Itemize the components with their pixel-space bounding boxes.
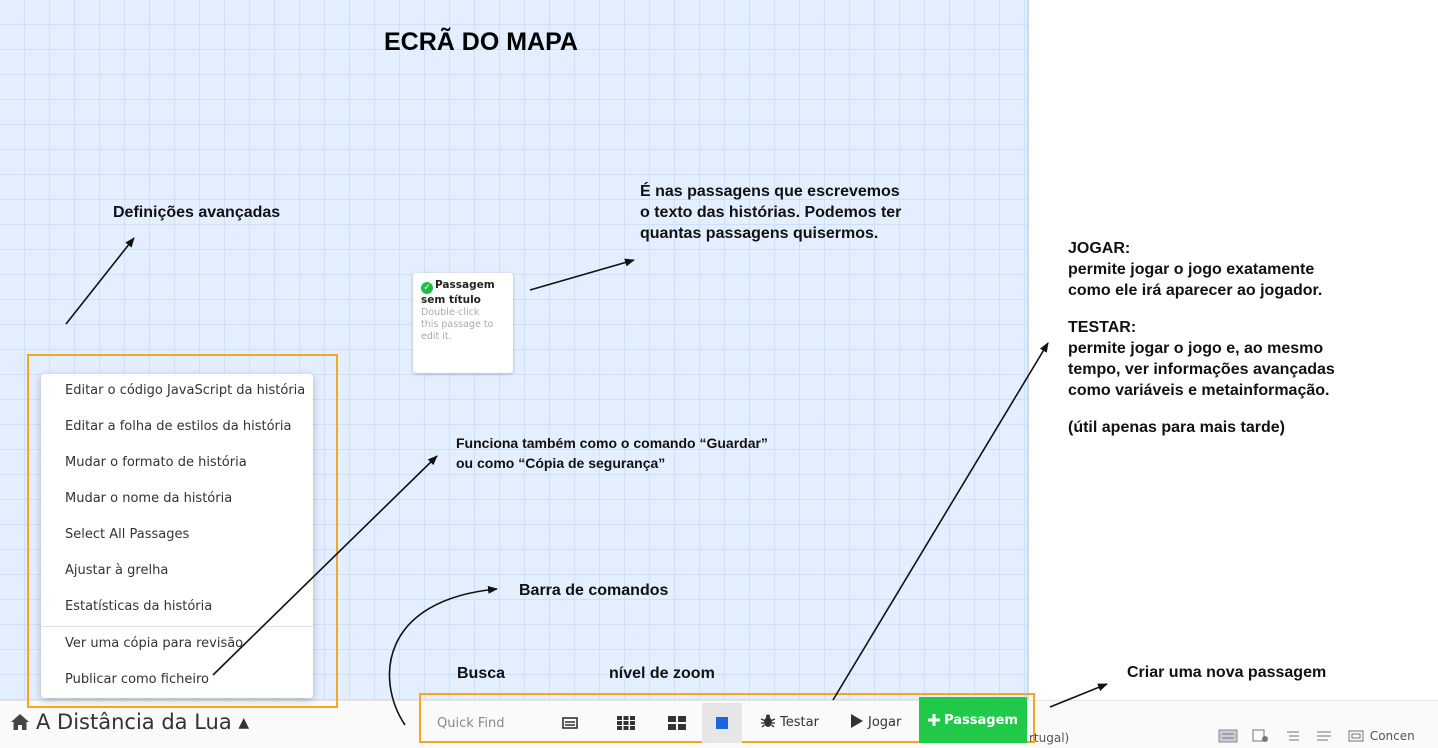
play-icon <box>850 714 864 728</box>
plus-icon <box>928 714 940 726</box>
zoom-titles-button[interactable] <box>550 703 590 743</box>
annotation-zoom: nível de zoom <box>609 665 715 682</box>
annotation-passages <box>640 181 901 244</box>
story-title-button[interactable] <box>10 710 249 734</box>
zoom-full-button[interactable] <box>702 703 742 743</box>
menu-item-snap-to-grid[interactable]: Ajustar à grelha <box>65 563 169 578</box>
annotation-jogar-title: JOGAR: <box>1068 240 1131 257</box>
menu-item-story-stats[interactable]: Estatísticas da história <box>65 599 213 614</box>
menu-item-rename-story[interactable]: Mudar o nome da história <box>65 491 233 506</box>
canvas-edge <box>1027 0 1029 700</box>
print-layout-icon[interactable] <box>1218 729 1238 743</box>
page-title: ECRÃ DO MAPA <box>384 28 578 56</box>
play-button-label: Jogar <box>868 715 902 730</box>
menu-item-edit-stylesheet[interactable]: Editar a folha de estilos da história <box>65 419 292 434</box>
status-view-controls <box>1218 729 1415 743</box>
add-passage-button[interactable] <box>919 697 1027 743</box>
story-title-text: A Distância da Lua <box>36 710 232 734</box>
story-settings-menu <box>41 374 313 698</box>
home-icon[interactable] <box>10 713 30 731</box>
annotation-play-test <box>1068 238 1335 438</box>
passage-title <box>421 279 505 306</box>
focus-icon <box>1346 729 1366 743</box>
annotation-jogar-line: permite jogar o jogo exatamente <box>1068 261 1315 278</box>
annotation-publish-line: Funciona também como o comando “Guardar” <box>456 435 768 451</box>
draft-icon[interactable] <box>1314 729 1334 743</box>
zoom-large-grid-button[interactable] <box>657 703 697 743</box>
web-layout-icon[interactable] <box>1250 729 1270 743</box>
passage-excerpt-line: Double-click <box>421 307 480 318</box>
menu-item-change-format[interactable]: Mudar o formato de história <box>65 455 247 470</box>
annotation-advanced: Definições avançadas <box>113 204 281 221</box>
zoom-full-icon <box>716 717 728 729</box>
annotation-testar-line: como variáveis e metainformação. <box>1068 382 1330 399</box>
zoom-titles-icon <box>562 717 578 729</box>
test-button-label: Testar <box>780 715 819 730</box>
menu-item-view-proof[interactable]: Ver uma cópia para revisão <box>65 636 244 651</box>
annotation-testar-title: TESTAR: <box>1068 319 1137 336</box>
passage-excerpt <box>421 307 505 343</box>
annotation-passages-line: o texto das histórias. Podemos ter <box>640 204 902 221</box>
annotation-publish-line: ou como “Cópia de segurança” <box>456 455 666 471</box>
focus-button[interactable] <box>1346 729 1415 743</box>
zoom-grid-button[interactable] <box>606 703 646 743</box>
annotation-passages-line: É nas passagens que escrevemos <box>640 183 900 200</box>
add-passage-label: Passagem <box>944 712 1018 728</box>
focus-label: Concen <box>1369 729 1415 743</box>
passage-excerpt-line: this passage to <box>421 319 494 330</box>
annotation-jogar-line: como ele irá aparecer ao jogador. <box>1068 282 1323 299</box>
spacer <box>1068 301 1335 317</box>
caret-up-icon: ▲ <box>238 715 250 731</box>
annotation-testar-line: permite jogar o jogo e, ao mesmo <box>1068 340 1324 357</box>
annotation-commandbar: Barra de comandos <box>519 582 669 599</box>
menu-separator <box>41 626 313 627</box>
bug-icon <box>760 714 776 728</box>
passage-title-text: Passagem <box>435 279 495 291</box>
annotation-later: (útil apenas para mais tarde) <box>1068 419 1285 436</box>
passage-excerpt-line: edit it. <box>421 331 452 342</box>
test-button[interactable] <box>760 703 819 743</box>
menu-item-publish-file[interactable]: Publicar como ficheiro <box>65 672 209 687</box>
annotation-create: Criar uma nova passagem <box>1127 664 1327 681</box>
menu-item-edit-javascript[interactable]: Editar o código JavaScript da história <box>65 383 306 398</box>
annotation-search: Busca <box>457 665 506 682</box>
passage-title-text: sem título <box>421 294 481 306</box>
zoom-large-grid-icon <box>668 716 686 730</box>
quick-find-input[interactable] <box>423 703 543 743</box>
annotation-publish <box>456 433 768 473</box>
zoom-grid-icon <box>617 716 635 730</box>
spacer <box>1068 401 1335 417</box>
annotation-testar-line: tempo, ver informações avançadas <box>1068 361 1335 378</box>
play-button[interactable] <box>850 703 901 743</box>
menu-item-select-all[interactable]: Select All Passages <box>65 527 190 542</box>
status-language: rtugal) <box>1029 731 1070 745</box>
outline-icon[interactable] <box>1282 729 1302 743</box>
annotation-passages-line: quantas passagens quisermos. <box>640 225 879 242</box>
passage-card[interactable] <box>413 273 513 373</box>
check-icon: ✓ <box>421 282 433 294</box>
